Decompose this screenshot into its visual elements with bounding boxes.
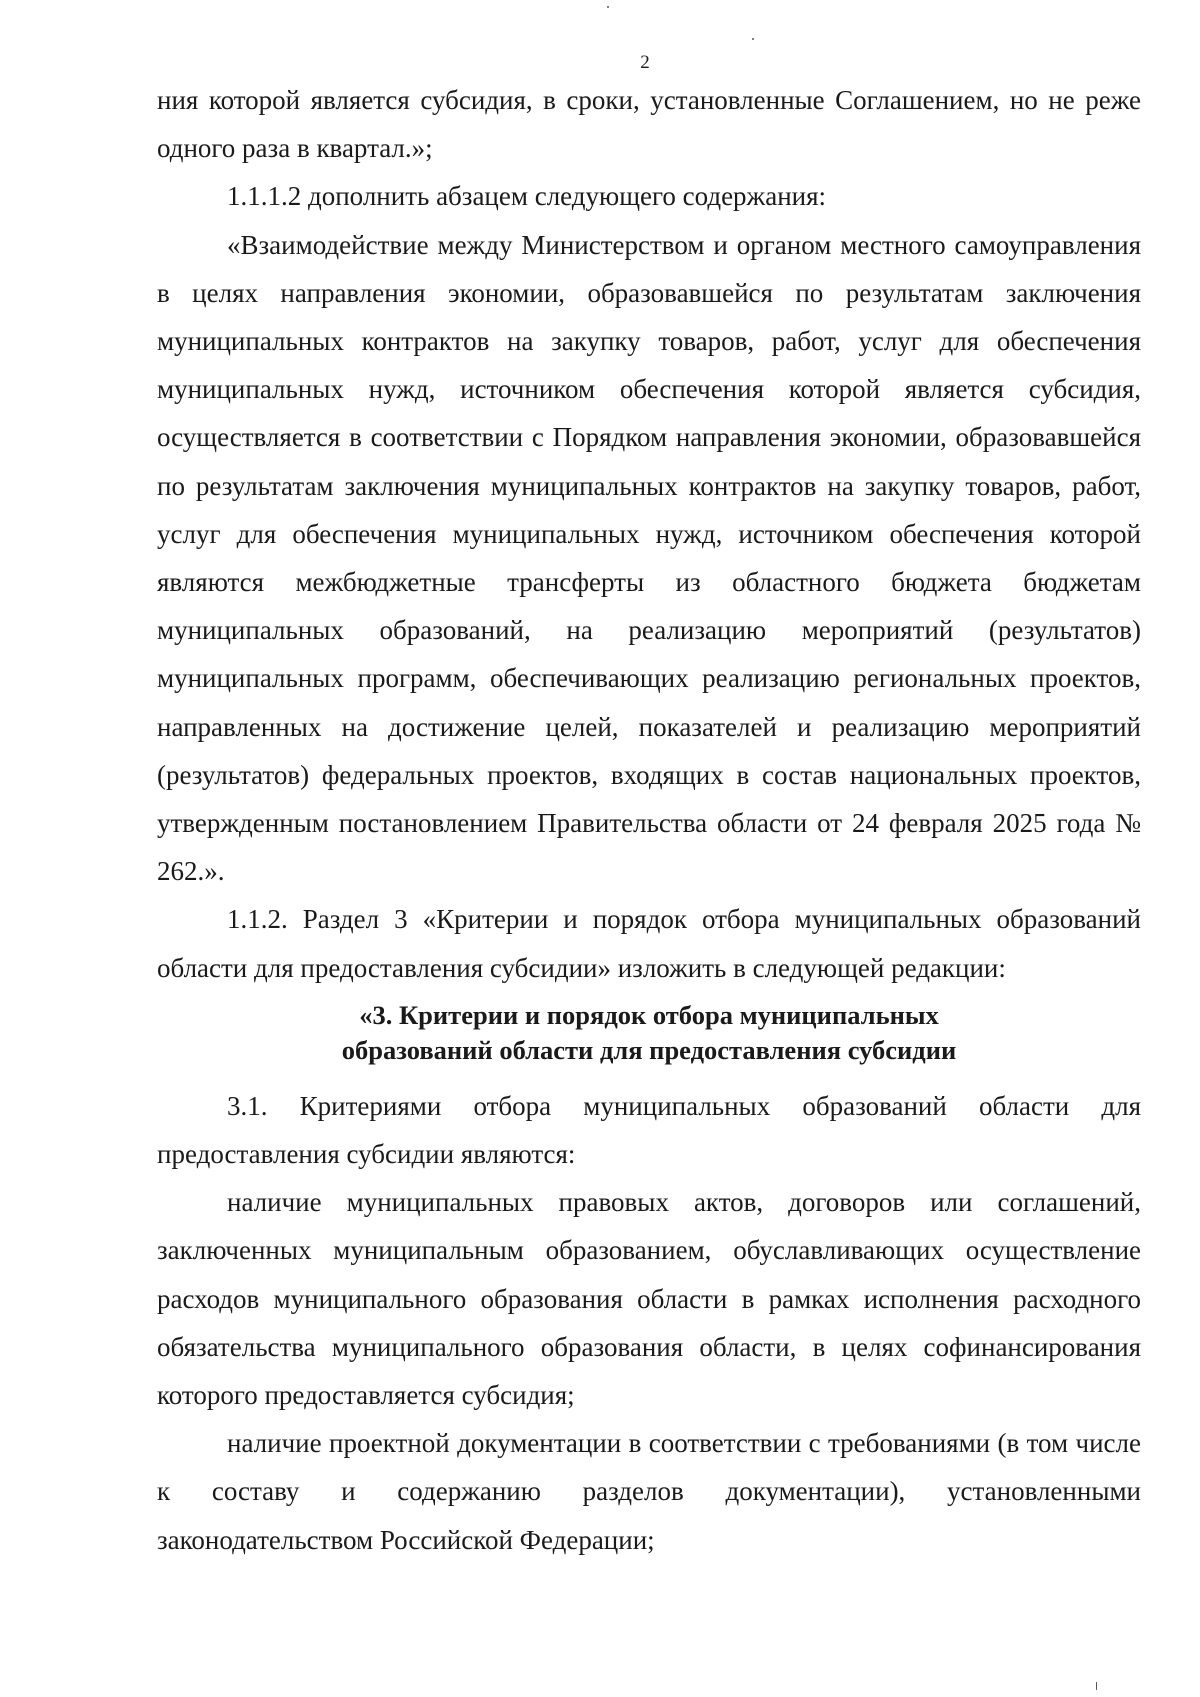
page-number: 2 (640, 52, 650, 73)
scan-speck (1096, 1682, 1097, 1690)
paragraph-section-replacement: 1.1.2. Раздел 3 «Критерии и порядок отбора муниципальных образований области для предоставления субсидии» изложить в следующей редакции: (157, 904, 1141, 983)
document-body (157, 76, 1141, 1564)
scan-speck (607, 6, 609, 8)
paragraph-criterion-legal-acts: наличие муниципальных правовых актов, договоров или соглашений, заключенных муниципальным образованием, обуславливающих осуществление расходов муниципального образования области в рамках исполнения расходного обязательства муниципального образования области, в целях софинансирования которого предоставляется субсидия; (157, 1187, 1141, 1411)
paragraph-added-text: «Взаимодействие между Министерством и органом местного самоуправления в целях направления экономии, образовавшейся по результатам заключения муниципальных контрактов на закупку товаров, работ, услуг для обеспечения муниципальных нужд, источником обеспечения которой является субсидия, осуществляется в соответствии с Порядком направления экономии, образовавшейся по результатам заключения муниципальных контрактов на закупку товаров, работ, услуг для обеспечения муниципальных нужд, источником обеспечения которой являются межбюджетные трансферты из областного бюджета бюджетам муниципальных образований, на реализацию мероприятий (результатов) муниципальных программ, обеспечивающих реализацию региональных проектов, направленных на достижение целей, показателей и реализацию мероприятий (результатов) федеральных проектов, входящих в состав национальных проектов, утвержденным постановлением Правительства области от 24 февраля 2025 года № 262.». (157, 229, 1141, 887)
paragraph-criterion-project-docs: наличие проектной документации в соответствии с требованиями (в том числе к составу и содержанию разделов документации), установленными законодательством Российской Федерации; (157, 1428, 1141, 1555)
section-heading-line-1: «3. Критерии и порядок отбора муниципальных (359, 999, 939, 1030)
section-heading (157, 998, 1141, 1068)
section-heading-line-2: образований области для предоставления субсидии (341, 1034, 957, 1065)
scan-speck (752, 38, 754, 40)
paragraph-continuation: ния которой является субсидия, в сроки, установленные Соглашением, но не реже одного раза в квартал.»; (157, 85, 1141, 164)
paragraph-amendment-item: 1.1.1.2 дополнить абзацем следующего содержания: (227, 181, 827, 212)
paragraph-criteria-intro: 3.1. Критериями отбора муниципальных образований области для предоставления субсидии являются: (157, 1090, 1141, 1170)
